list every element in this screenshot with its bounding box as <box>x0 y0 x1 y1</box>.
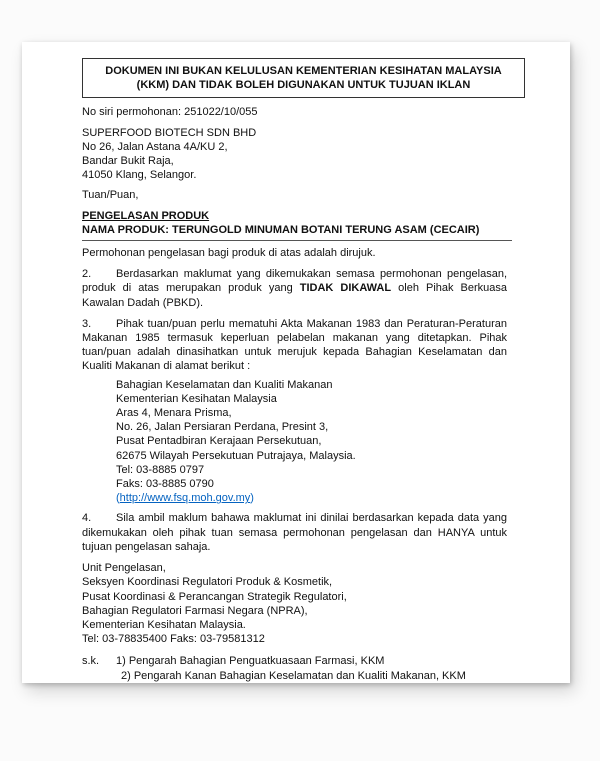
paragraph-4 <box>82 511 507 554</box>
fsq-website-link[interactable] <box>116 492 254 504</box>
cc-row <box>82 654 507 668</box>
paragraph-text: Pihak tuan/puan perlu mematuhi Akta Makanan 1983 dan Peraturan-Peraturan Makanan 1985 termasuk keperluan pelabelan makanan yang ditetapkan. Pihak tuan/puan adalah dinasihatkan untuk merujuk kepada Bahagian Keselamatan dan Kualiti Makanan di alamat berikut : <box>82 317 507 373</box>
notice-line: DOKUMEN INI BUKAN KELULUSAN KEMENTERIAN KESIHATAN MALAYSIA <box>105 65 502 77</box>
sender-line: Pusat Koordinasi & Perancangan Strategik Regulatori, <box>82 590 347 603</box>
recipient-line: SUPERFOOD BIOTECH SDN BHD <box>82 126 257 139</box>
notice-box <box>82 58 525 98</box>
serial-number: No siri permohonan: 251022/10/055 <box>82 106 258 119</box>
notice-line: (KKM) DAN TIDAK BOLEH DIGUNAKAN UNTUK TUJUAN IKLAN <box>136 79 471 92</box>
sender-block <box>82 561 507 646</box>
emphasis-tidak-dikawal: TIDAK DIKAWAL <box>299 282 392 295</box>
paragraph-number: 2. <box>82 268 92 281</box>
sender-line: Seksyen Koordinasi Regulatori Produk & Kosmetik, <box>82 576 333 589</box>
product-name-line: NAMA PRODUK: TERUNGOLD MINUMAN BOTANI TERUNG ASAM (CECAIR) <box>82 223 480 236</box>
fsq-address-block <box>82 378 507 506</box>
paragraph-text: oleh Pihak Berkuasa Kawalan Dadah (PBKD). <box>82 282 508 309</box>
paragraph-text: Sila ambil maklum bahawa maklumat ini dinilai berdasarkan kepada data yang dikemukakan oleh pihak tuan semasa permohonan pengelasan dan HANYA untuk tujuan pengelasan sahaja. <box>82 512 507 553</box>
cc-block <box>82 654 507 682</box>
paragraph-1: Permohonan pengelasan bagi produk di atas adalah dirujuk. <box>82 247 376 260</box>
fsq-address-line: No. 26, Jalan Persiaran Perdana, Presint 3, <box>116 421 329 434</box>
cc-item: 1) Pengarah Bahagian Penguatkuasaan Farmasi, KKM <box>116 655 385 668</box>
letter-page <box>22 42 570 683</box>
divider-line <box>82 240 512 241</box>
paragraph-text: Berdasarkan maklumat yang dikemukakan semasa permohonan pengelasan, produk di atas merupakan produk yang <box>82 268 507 295</box>
subject-block <box>82 209 507 237</box>
sender-line: Unit Pengelasan, <box>82 562 166 575</box>
salutation: Tuan/Puan, <box>82 189 139 202</box>
paragraph-number: 4. <box>82 512 92 525</box>
fsq-address-line: Kementerian Kesihatan Malaysia <box>116 392 277 405</box>
recipient-line: 41050 Klang, Selangor. <box>82 169 197 182</box>
link-paren-open: ( <box>116 492 120 505</box>
link-paren-close: ) <box>250 492 254 505</box>
sender-line: Bahagian Regulatori Farmasi Negara (NPRA), <box>82 604 308 617</box>
recipient-line: No 26, Jalan Astana 4A/KU 2, <box>82 140 228 153</box>
subject-heading: PENGELASAN PRODUK <box>82 209 210 222</box>
paragraph-3 <box>82 317 507 374</box>
fsq-address-line: Bahagian Keselamatan dan Kualiti Makanan <box>116 378 333 391</box>
fsq-phone-line: Tel: 03-8885 0797 <box>116 463 205 476</box>
fsq-address-line: Pusat Pentadbiran Kerajaan Persekutuan, <box>116 435 322 448</box>
fsq-fax-line: Faks: 03-8885 0790 <box>116 478 214 491</box>
recipient-address <box>82 126 507 183</box>
paragraph-2 <box>82 267 507 310</box>
sender-line: Kementerian Kesihatan Malaysia. <box>82 618 246 631</box>
fsq-link-line <box>116 491 507 505</box>
cc-item: 2) Pengarah Kanan Bahagian Keselamatan dan Kualiti Makanan, KKM <box>121 669 466 682</box>
fsq-address-line: 62675 Wilayah Persekutuan Putrajaya, Malaysia. <box>116 449 356 462</box>
fsq-address-line: Aras 4, Menara Prisma, <box>116 407 232 420</box>
sender-contact-line: Tel: 03-78835400 Faks: 03-79581312 <box>82 633 265 646</box>
letter-content <box>82 58 507 683</box>
cc-label: s.k. <box>82 655 100 668</box>
recipient-line: Bandar Bukit Raja, <box>82 155 174 168</box>
paragraph-number: 3. <box>82 317 92 330</box>
link-url[interactable]: http://www.fsq.moh.gov.my <box>119 492 251 505</box>
